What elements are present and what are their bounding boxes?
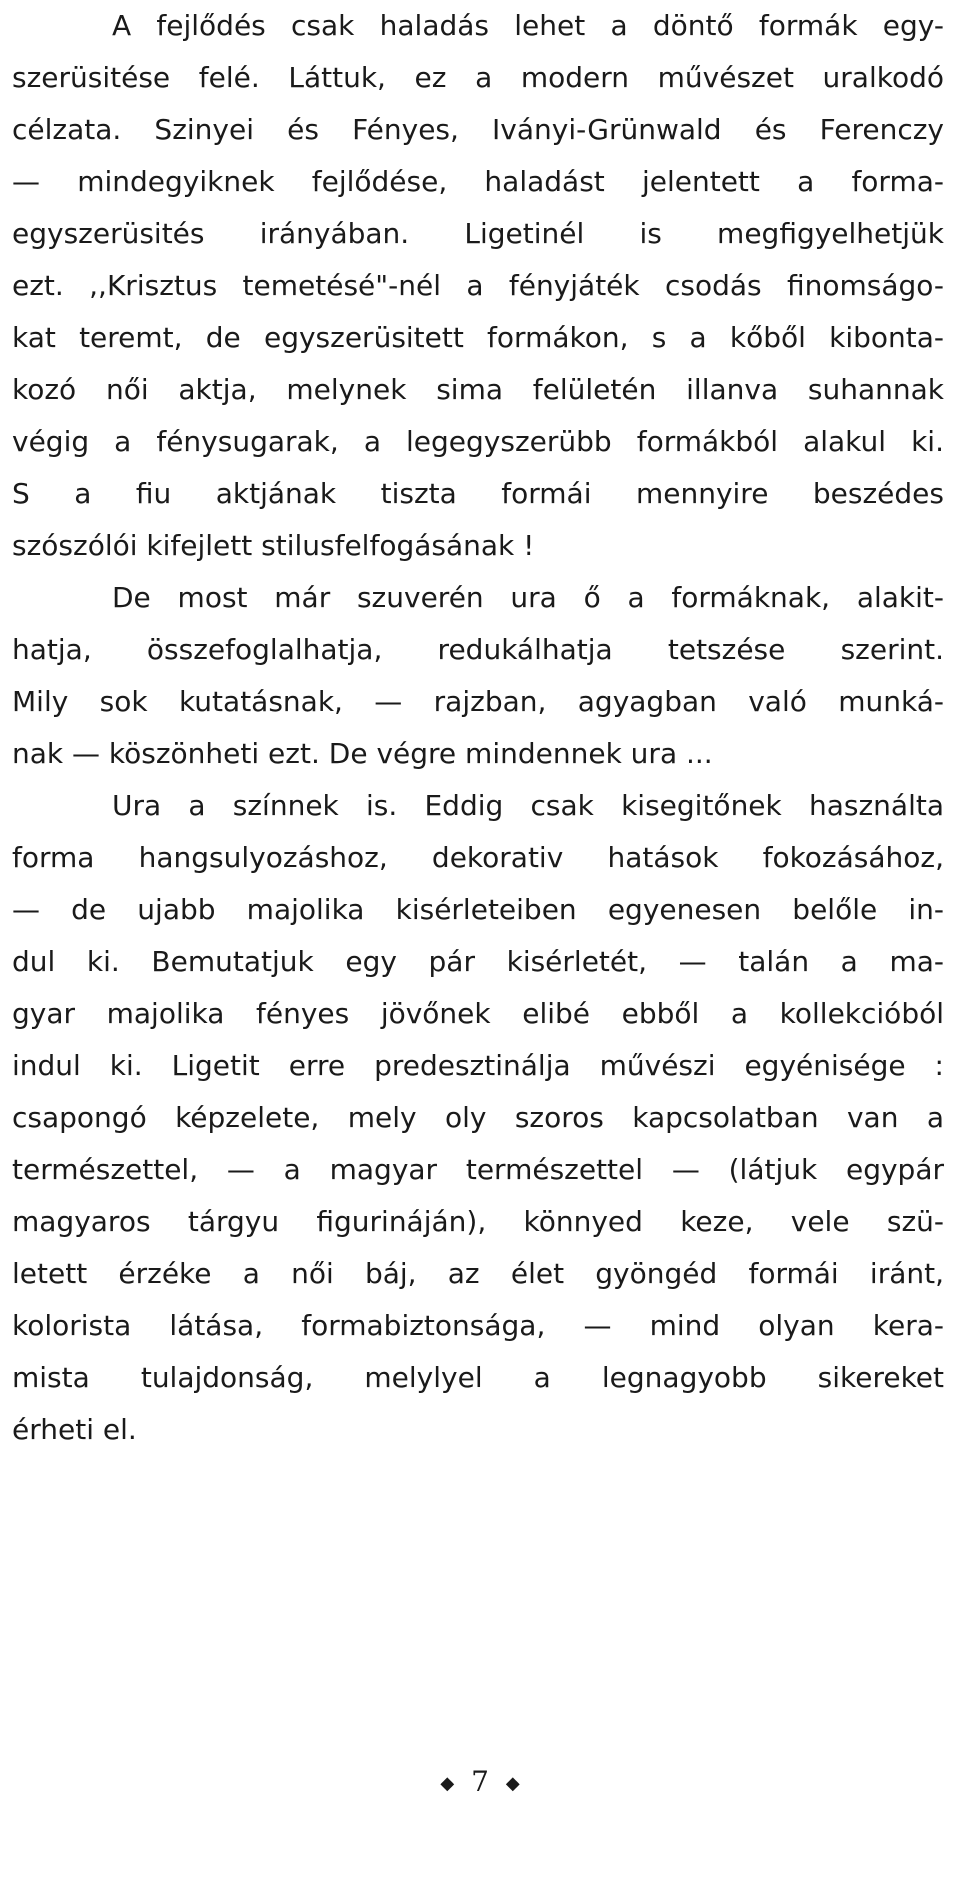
text-line: nak — köszönheti ezt. De végre mindennek ura ... — [12, 737, 713, 770]
text-line: érheti el. — [12, 1413, 137, 1446]
text-line: forma hangsulyozáshoz, dekorativ hatások fokozásához, — [12, 841, 944, 874]
text-line: hatja, összefoglalhatja, redukálhatja tetszése szerint. — [12, 633, 944, 666]
text-line: természettel, — a magyar természettel — (látjuk egypár — [12, 1153, 944, 1186]
text-line: — de ujabb majolika kisérleteiben egyenesen belőle in- — [12, 893, 944, 926]
text-line: indul ki. Ligetit erre predesztinálja művészi egyénisége : — [12, 1049, 944, 1082]
text-line: kozó női aktja, melynek sima felületén illanva suhannak — [12, 373, 944, 406]
text-line: egyszerüsités irányában. Ligetinél is megfigyelhetjük — [12, 217, 944, 250]
text-line: Mily sok kutatásnak, — rajzban, agyagban való munká- — [12, 685, 944, 718]
text-line: kolorista látása, formabiztonsága, — mind olyan kera- — [12, 1309, 944, 1342]
text-line: letett érzéke a női báj, az élet gyöngéd formái iránt, — [12, 1257, 944, 1290]
text-line: kat teremt, de egyszerüsitett formákon, s a kőből kibonta- — [12, 321, 944, 354]
text-line: ezt. ,,Krisztus temetésé"-nél a fényjáték csodás finomságo- — [12, 269, 944, 302]
text-line: végig a fénysugarak, a legegyszerübb formákból alakul ki. — [12, 425, 944, 458]
text-line: szerüsitése felé. Láttuk, ez a modern művészet uralkodó — [12, 61, 944, 94]
text-line: csapongó képzelete, mely oly szoros kapcsolatban van a — [12, 1101, 944, 1134]
text-line: célzata. Szinyei és Fényes, Iványi-Grünwald és Ferenczy — [12, 113, 944, 146]
page-number-footer — [0, 1762, 960, 1804]
text-line: S a fiu aktjának tiszta formái mennyire beszédes — [12, 477, 944, 510]
body-text — [12, 0, 944, 1456]
text-line: magyaros tárgyu figurináján), könnyed keze, vele szü- — [12, 1205, 944, 1238]
page-number: 7 — [471, 1765, 489, 1798]
text-line: — mindegyiknek fejlődése, haladást jelentett a forma- — [12, 165, 944, 198]
text-line: dul ki. Bemutatjuk egy pár kisérletét, — talán a ma- — [12, 945, 944, 978]
text-line: gyar majolika fényes jövőnek elibé ebből a kollekcióból — [12, 997, 944, 1030]
text-line: Ura a színnek is. Eddig csak kisegitőnek használta — [112, 789, 944, 822]
text-line: szószólói kifejlett stilusfelfogásának ! — [12, 529, 535, 562]
text-line: mista tulajdonság, melylyel a legnagyobb sikereket — [12, 1361, 944, 1394]
text-line: De most már szuverén ura ő a formáknak, alakit- — [112, 581, 944, 614]
ornament-right-icon: ◆ — [505, 1772, 520, 1794]
text-line: A fejlődés csak haladás lehet a döntő formák egy- — [112, 9, 944, 42]
ornament-left-icon: ◆ — [440, 1772, 455, 1794]
